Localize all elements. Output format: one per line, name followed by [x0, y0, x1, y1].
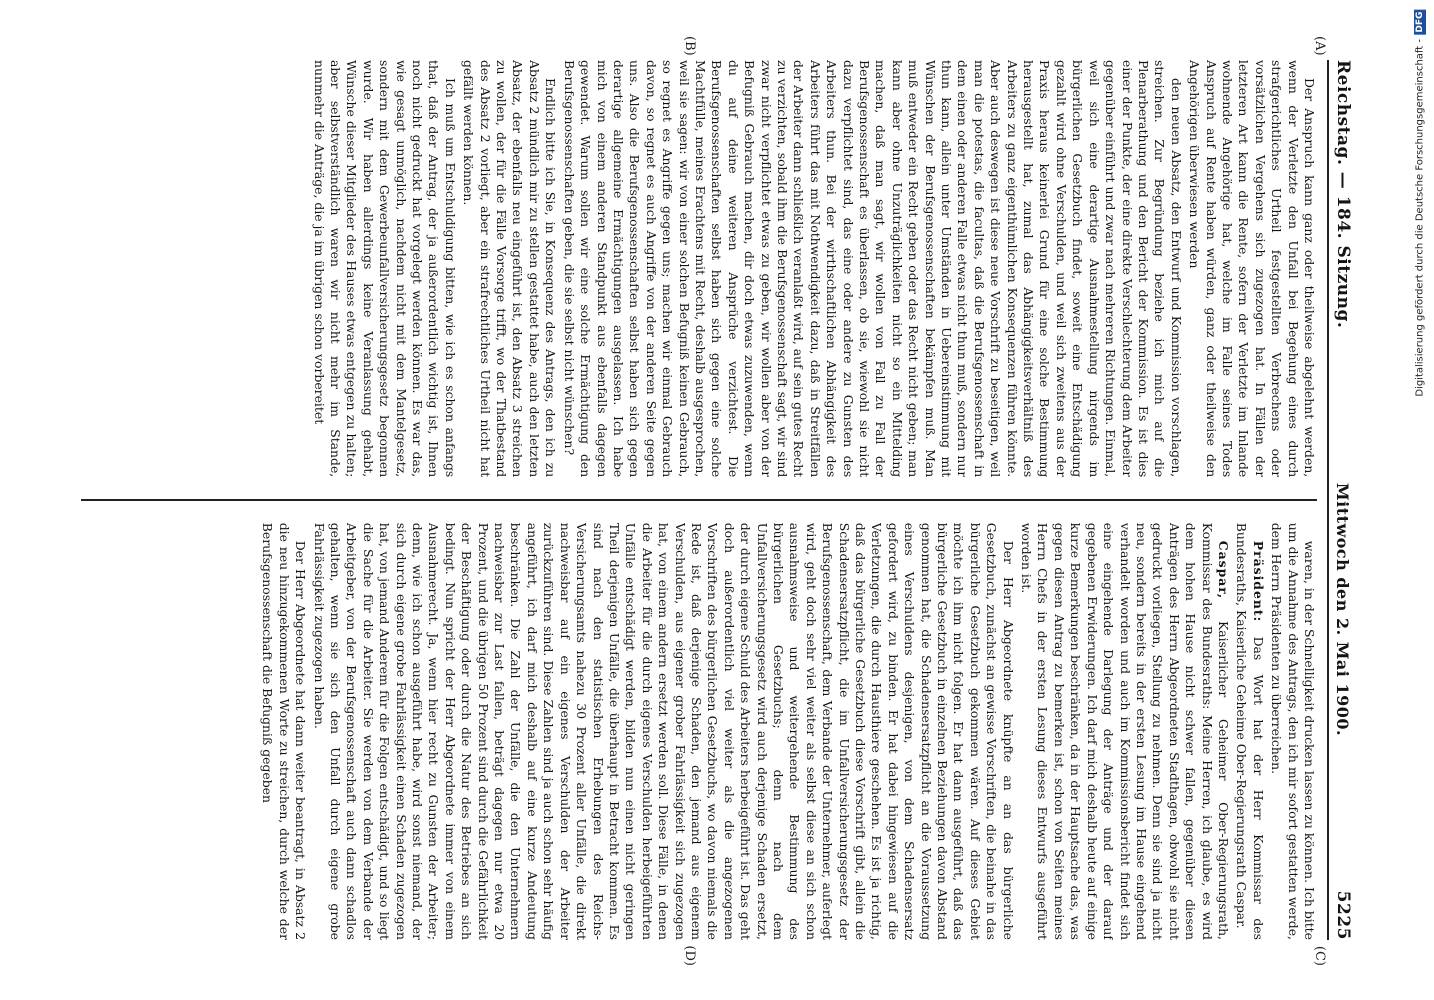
speaker-text: Das Wort hat der Herr Kommissar des Bundesraths, Kaiserliche Geheime Ober-Regierungsrath Caspar.: [1234, 522, 1266, 940]
document-page: [47, 30, 1387, 970]
text-columns: [81, 60, 1317, 940]
header-left: Reichstag. — 184. Sitzung.: [1333, 60, 1353, 329]
paragraph: Der Herr Abgeordnete hat dann weiter beantragt, in Absatz 2 die neu hinzugekommenen Worte zu streichen, durch welche der Berufsgenossenschaft die Befugniß gegeben: [260, 522, 309, 940]
margin-mark-c: (C): [1312, 945, 1327, 966]
margin-mark-a: (A): [1312, 36, 1327, 56]
paragraph: den neuen Absatz, den Entwurf und Kommission vorschlagen, streichen. Zur Begründung beziehe ich mich auf die Plenarberathung und den Bericht der Kommission. Es ist dies einer der Punkte, der eine direkte Verschlechterung dem Arbeiter gegenüber einführt und zwar nach mehreren Richtungen. Einmal, weil sich eine derartige Ausnahmestellung nirgends im bürgerlichen Gesetzbuch findet, soweit eine Entschädigung gezahlt wird ohne Verschulden, und weil sich zweitens aus der Praxis heraus keinerlei Grund für eine solche Bestimmung herausgestellt hat, zumal das Abhängigkeitsverhältniß des Arbeiters zu ganz eigenthümlichen Konsequenzen führen könnte. Aber auch deswegen ist diese neue Vorschrift zu beseitigen, weil man die potestas, die facultas, daß die Berufsgenossenschaft in dem einen oder anderen Falle etwas nicht thun muß, sondern nur thun kann, allein unter Umständen in Uebereinstimmung mit Wünschen der Berufsgenossenschaften bekämpfen muß. Man muß entweder ein Recht geben oder das Recht nicht geben; man kann aber ohne Unzuträglichkeiten nicht so ein Mittelding machen, daß man sagt, wir wollen von Fall zu Fall der Berufsgenossenschaft es überlassen, ob sie, wiewohl sie nicht dazu verpflichtet sind, das eine oder andere zu Gunsten des Arbeiters thun. Bei der wirthschaftlichen Abhängigkeit des Arbeiters führt das mit Nothwendigkeit dazu, daß in Streitfällen der Arbeiter dann schließlich veranlaßt wird, auf sein gutes Recht zu verzichten, sobald ihm die Berufsgenossenschaft sagt, wir sind zwar nicht verpflichtet etwas zu geben, wir wollen aber von der Befugniß Gebrauch machen, dir doch etwas zuzuwenden, wenn du auf deine weiteren Ansprüche verzichtest. Die Berufsgenossenschaften selbst haben sich gegen eine solche Machtfülle, meines Erachtens mit Recht, deshalb ausgesprochen, weil sie sagen: wir von einer solchen Befugniß keinen Gebrauch, so regnet es Angriffe gegen uns; machen wir einmal Gebrauch davon, so regnet es auch Angriffe von der anderen Seite gegen uns. Also die Berufsgenossenschaften selbst haben sich gegen derartige allgemeine Ermächtigungen ausgelassen. Ich habe mich von einem anderen Standpunkt aus ebenfalls dagegen gewendet. Warum sollen wir eine solche Ermächtigung den Berufsgenossenschaften geben, die sie selbst nicht wünschen?: [561, 60, 1184, 478]
right-column: [81, 523, 1317, 940]
dfg-logo: DFG: [1415, 12, 1425, 34]
margin-mark-d: (D): [682, 945, 697, 966]
page-header: [1327, 60, 1363, 940]
left-column: [81, 60, 1317, 477]
header-center: Mittwoch den 2. Mai 1900.: [1333, 482, 1352, 737]
paragraph: Der Anspruch kann ganz oder theilweise abgelehnt werden, wenn der Verletzte den Unfall bei Begehung eines durch strafgerichtliches Urtheil festgestellten Verbrechens oder vorsätzlichen Vergehens sich zugezogen hat. In Fällen der letzteren Art kann die Rente, sofern der Verletzte im Inlande wohnende Angehörige hat, welche im Falle seines Todes Anspruch auf Rente haben würden, ganz oder theilweise den Angehörigen überwiesen werden: [1187, 60, 1317, 478]
paragraph: Endlich bitte ich Sie, in Konsequenz des Antrags, den ich zu Absatz 2 mündlich mir zu stellen gestattet habe, auch den letzten Absatz, der ebenfalls neu eingeführt ist, den Absatz 3 streichen zu wollen, der für die Fälle Vorsorge trifft, wo der Thatbestand des Absatz 2 vorliegt, aber ein strafrechtliches Urtheil nicht hat gefällt werden können.: [461, 60, 559, 478]
paragraph: Ich muß um Entschuldigung bitten, wie ich es schon anfangs that, daß der Antrag, der ja außerordentlich wichtig ist, Ihnen noch nicht gedruckt hat vorgelegt werden können. Es war das, wie gesagt unmöglich, nachdem nicht mit dem Mantelgesetz, sondern mit dem Gewerbeunfallversicherungsgesetz begonnen wurde. Wir haben allerdings keine Veranlassung gehabt, Wünsche dieser Mitglieder des Hauses etwas entgegen zu halten; aber selbstverständlich waren wir nicht mehr im Stande, nunmehr die Anträge, die ja im übrigen schon vorbereitet: [311, 60, 458, 478]
paragraph: [1018, 523, 1231, 940]
paragraph: [1233, 523, 1266, 940]
page-number: 5225: [1333, 890, 1353, 940]
margin-mark-b: (B): [682, 36, 697, 56]
speaker-text: Kaiserlicher Geheimer Ober-Regierungsrath, Kommissar des Bundesraths: Meine Herren, ich glaube, es wird dem hohen Hause nicht schwer fallen, gegenüber diesen Anträgen des Herrn Abgeordneten Stadthagen, obwohl sie nicht gedruckt vorliegen, Stellung zu nehmen. Denn sie sind ja nicht neu, sondern bereits in der ersten Lesung im Hause eingehend verhandelt worden und auch im Kommissionsbericht findet sich eine eingehende Darlegung der Anträge und der darauf gegebenen Erwiderungen. Ich darf mich deshalb heute auf einige kurze Bemerkungen beschränken, da in der Hauptsache das, was gegen diesen Antrag zu bemerken ist, schon von Seiten meines Herrn Chefs in der ersten Lesung dieses Entwurfs ausgeführt worden ist.: [1019, 522, 1231, 940]
speaker-label: Präsident:: [1250, 540, 1266, 623]
paragraph: waren, in der Schnelligkeit drucken lassen zu können. Ich bitte um die Annahme des Antrags, den ich mir sofort gestatten werde, dem Herrn Präsidenten zu überreichen.: [1269, 522, 1317, 940]
credit-text: Digitalisierung gefördert durch die Deutsche Forschungsgemeinschaft -: [1414, 39, 1426, 397]
column-divider: [81, 499, 1317, 501]
paragraph: Der Herr Abgeordnete knüpfte an an das bürgerliche Gesetzbuch, zunächst an gewisse Vorschriften, die beinahe in das bürgerliche Gesetzbuch gekommen wären. Auf dieses Gebiet möchte ich ihm nicht folgen. Er hat dann ausgeführt, daß das bürgerliche Gesetzbuch in einzelnen Beziehungen davon Abstand genommen hat, die Schadensersatzpflicht an die Voraussetzung eines Verschuldens desjenigen, von dem Schadensersatz gefordert wird, zu binden. Er hat dabei hingewiesen auf die Verletzungen, die durch Hausthiere geschehen. Es ist ja richtig, daß das bürgerliche Gesetzbuch diese Vorschrift gibt, allein die Schadensersatzpflicht, die im Unfallversicherungsgesetz der Berufsgenossenschaft, dem Verbande der Unternehmer, auferlegt wird, geht doch sehr viel weiter als selbst diese an sich schon ausnahmsweise und weitergehende Bestimmung des bürgerlichen Gesetzbuchs; denn nach dem Unfallversicherungsgesetz wird auch derjenige Schaden ersetzt, der durch eigene Schuld des Arbeiters herbeigeführt ist. Das geht doch außerordentlich viel weiter als die angezogenen Vorschriften des bürgerlichen Gesetzbuchs, wo davon niemals die Rede ist, daß derjenige Schaden, den jemand aus eigenem Verschulden, aus eigener grober Fahrlässigkeit sich zugezogen hat, von einem andern ersetzt werden soll. Diese Fälle, in denen die Arbeiter für die durch eigenes Verschulden herbeigeführten Unfälle entschädigt werden, bilden nun einen nicht geringen Theil derjenigen Unfälle, die überhaupt in Betracht kommen. Es sind nach den statistischen Erhebungen des Reichs-Versicherungsamts nahezu 30 Prozent aller Unfälle, die direkt nachweisbar auf ein eigenes Verschulden der Arbeiter zurückzuführen sind. Diese Zahlen sind ja auch schon sehr häufig angeführt, ich darf mich deshalb auf eine kurze Andeutung beschränken. Die Zahl der Unfälle, die den Unternehmern nachweisbar zur Last fallen, beträgt dagegen nur etwa 20 Prozent, und die übrigen 50 Prozent sind durch die Gefährlichkeit der Beschäftigung oder durch die Natur des Betriebes an sich bedingt. Nun spricht der Herr Abgeordnete immer von einem Ausnahmerecht. Ja, wenn hier recht zu Gunsten der Arbeiter; denn, wie ich schon ausgeführt habe, wird sonst niemand, der sich durch eigene grobe Fahrlässigkeit einen Schaden zugezogen hat, von jemand Anderem für die Folgen entschädigt, und so liegt die Sache für die Arbeiter. Sie werden von dem Verbande der Arbeitgeber, von der Berufsgenossenschaft auch dann schadlos gehalten, wenn sie sich den Unfall durch eigene grobe Fahrlässigkeit zugezogen haben.: [311, 522, 1016, 940]
digitization-credit: [1414, 10, 1426, 397]
speaker-label: Caspar,: [1215, 540, 1231, 600]
